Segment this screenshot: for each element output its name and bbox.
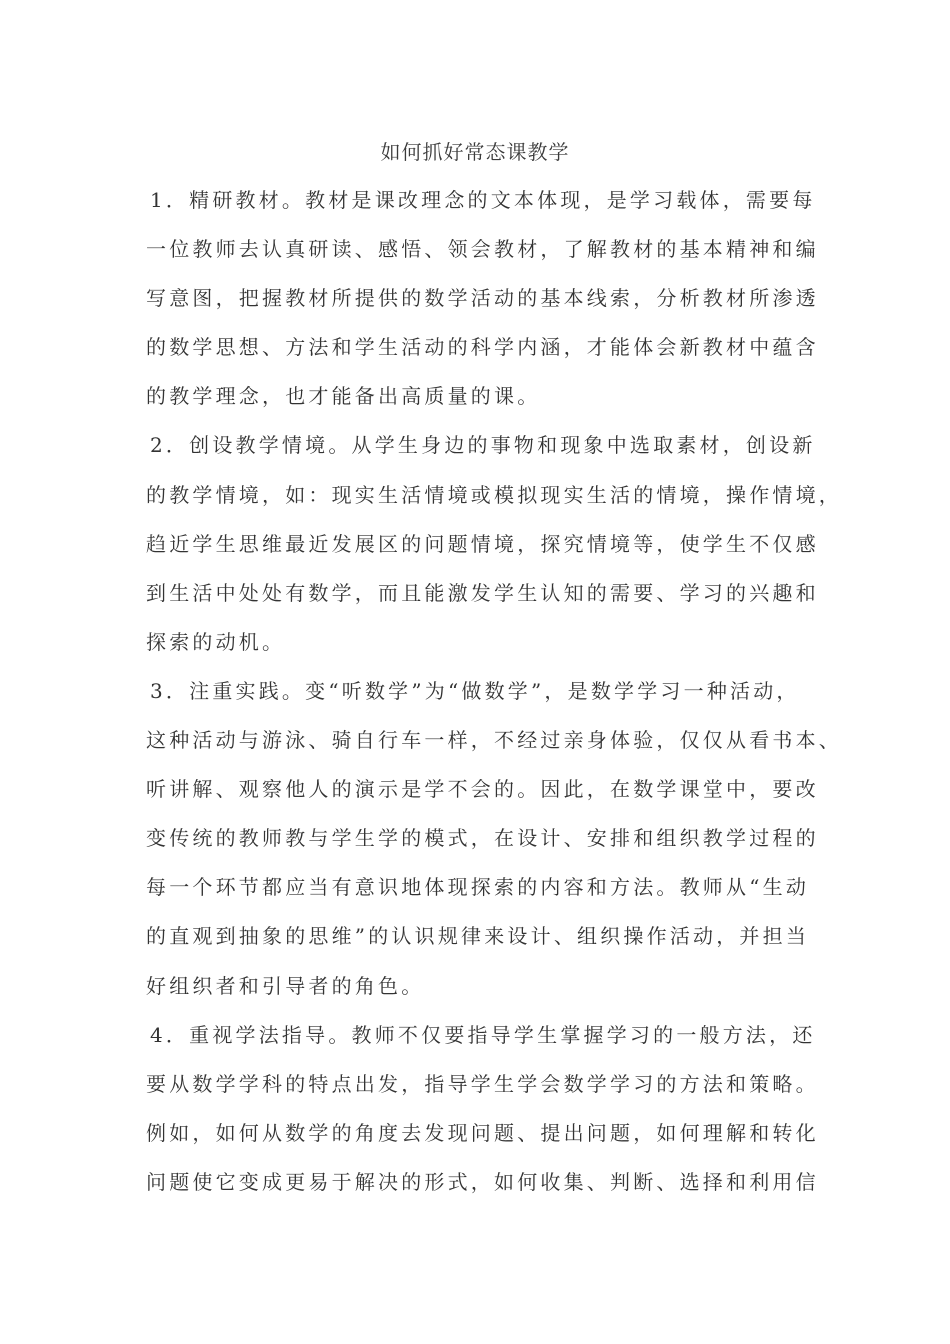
paragraph-1-line-5: 的教学理念，也才能备出高质量的课。 xyxy=(146,384,541,409)
paragraph-3-line-2: 这种活动与游泳、骑自行车一样，不经过亲身体验，仅仅从看书本、 xyxy=(146,728,842,753)
paragraph-3-line-7: 好组织者和引导者的角色。 xyxy=(146,973,425,998)
document-title: 如何抓好常态课教学 xyxy=(380,140,570,164)
paragraph-3-line-6: 的直观到抽象的思维”的认识规律来设计、组织操作活动，并担当 xyxy=(146,924,810,949)
paragraph-4-line-4: 问题使它变成更易于解决的形式，如何收集、判断、选择和利用信 xyxy=(146,1169,819,1194)
paragraph-3-line-4: 变传统的教师教与学生学的模式，在设计、安排和组织教学过程的 xyxy=(146,826,819,851)
paragraph-3-line-3: 听讲解、观察他人的演示是学不会的。因此，在数学课堂中，要改 xyxy=(146,777,819,802)
paragraph-1-line-2: 一位教师去认真研读、感悟、领会教材，了解教材的基本精神和编 xyxy=(146,237,819,262)
paragraph-2-line-2: 的教学情境，如：现实生活情境或模拟现实生活的情境，操作情境， xyxy=(146,482,842,507)
paragraph-1-line-4: 的数学思想、方法和学生活动的科学内涵，才能体会新教材中蕴含 xyxy=(146,335,819,360)
paragraph-1-line-1: 1．精研教材。教材是课改理念的文本体现，是学习载体，需要每 xyxy=(150,188,816,212)
document-body xyxy=(146,185,842,1216)
paragraph-2-line-4: 到生活中处处有数学，而且能激发学生认知的需要、学习的兴趣和 xyxy=(146,580,819,605)
paragraph-1-line-3: 写意图，把握教材所提供的数学活动的基本线索，分析教材所渗透 xyxy=(146,286,819,311)
paragraph-3-line-1: 3．注重实践。变“听数学”为“做数学”，是数学学习一种活动， xyxy=(150,678,800,703)
paragraph-3-line-5: 每一个环节都应当有意识地体现探索的内容和方法。教师从“生动 xyxy=(146,875,810,900)
paragraph-4-line-1: 4．重视学法指导。教师不仅要指导学生掌握学习的一般方法，还 xyxy=(150,1022,816,1047)
paragraph-2-line-1: 2．创设教学情境。从学生身边的事物和现象中选取素材，创设新 xyxy=(150,433,816,458)
paragraph-4-line-2: 要从数学学科的特点出发，指导学生学会数学学习的方法和策略。 xyxy=(146,1071,819,1096)
paragraph-2-line-5: 探索的动机。 xyxy=(146,629,286,654)
paragraph-4-line-3: 例如，如何从数学的角度去发现问题、提出问题，如何理解和转化 xyxy=(146,1120,819,1145)
paragraph-2-line-3: 趋近学生思维最近发展区的问题情境，探究情境等，使学生不仅感 xyxy=(146,531,819,556)
